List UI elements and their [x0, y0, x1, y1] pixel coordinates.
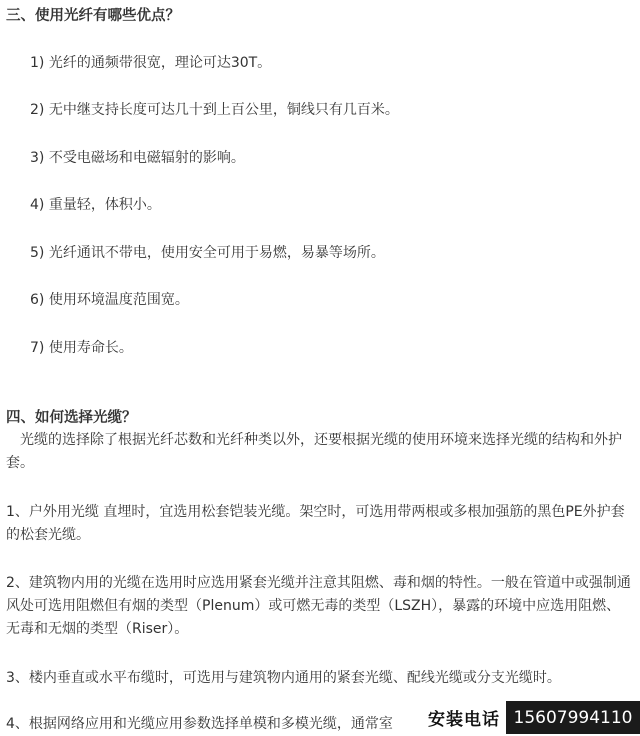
advantage-item: 3) 不受电磁场和电磁辐射的影响。 — [30, 150, 245, 166]
install-phone-bar[interactable] — [420, 701, 640, 734]
section-4-title: 四、如何选择光缆？ — [6, 410, 137, 426]
advantage-item: 1) 光纤的通频带很宽，理论可达30T。 — [30, 55, 272, 71]
advantage-item: 7) 使用寿命长。 — [30, 340, 133, 356]
cable-tip-2: 2、建筑物内用的光缆在选用时应选用紧套光缆并注意其阻燃、毒和烟的特性。一般在管道中或强制通风处可选用阻燃但有烟的类型（Plenum）或可燃无毒的类型（LSZH），暴露的环境中应选用阻燃、无毒和无烟的类型（Riser）。 — [6, 575, 631, 637]
section-4-intro: 光缆的选择除了根据光纤芯数和光纤种类以外，还要根据光缆的使用环境来选择光缆的结构和外护套。 — [6, 432, 622, 471]
advantage-item: 5) 光纤通讯不带电，使用安全可用于易燃，易暴等场所。 — [30, 245, 385, 261]
cable-tip-4: 4、根据网络应用和光缆应用参数选择单模和多模光缆，通常室 — [6, 716, 393, 732]
cable-tip-1: 1、户外用光缆 直埋时，宜选用松套铠装光缆。架空时，可选用带两根或多根加强筋的黑色PE外护套的松套光缆。 — [6, 504, 625, 543]
cable-tip-3: 3、楼内垂直或水平布缆时，可选用与建筑物内通用的紧套光缆、配线光缆或分支光缆时。 — [6, 670, 561, 686]
install-phone-label: 安装电话 — [420, 705, 506, 730]
install-phone-number[interactable]: 15607994110 — [506, 701, 640, 734]
advantage-item: 6) 使用环境温度范围宽。 — [30, 292, 189, 308]
section-3-title: 三、使用光纤有哪些优点？ — [6, 8, 180, 24]
advantage-item: 2) 无中继支持长度可达几十到上百公里，铜线只有几百米。 — [30, 102, 399, 118]
advantage-item: 4) 重量轻，体积小。 — [30, 197, 161, 213]
